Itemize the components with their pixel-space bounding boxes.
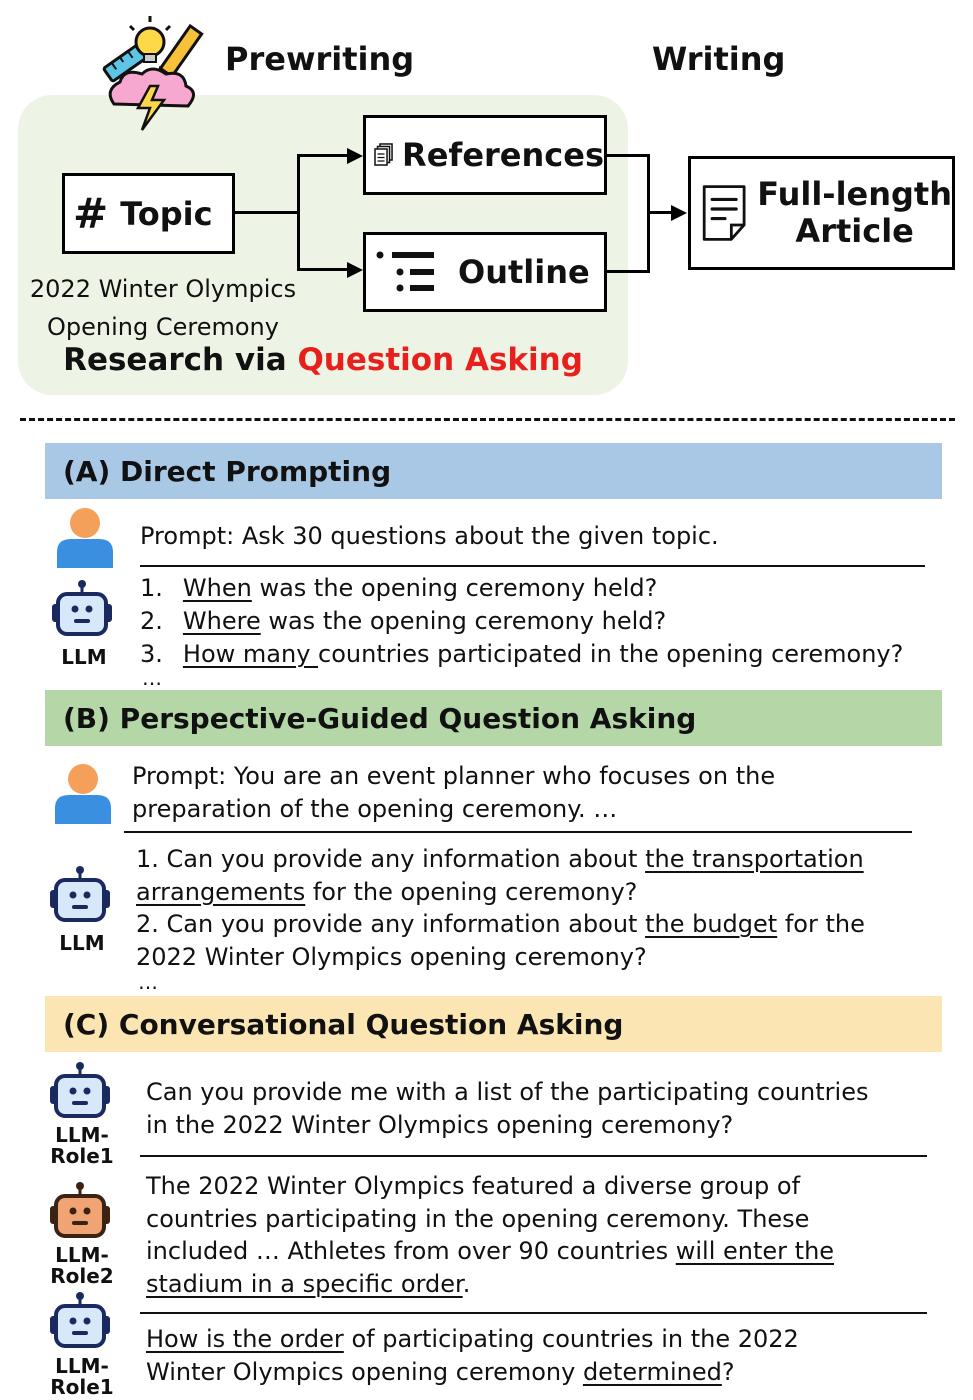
section-a-question-3 — [140, 638, 903, 671]
text-line — [146, 1356, 799, 1389]
ellipsis: … — [142, 666, 162, 690]
role-label-line: Role2 — [50, 1264, 114, 1288]
outline-box — [363, 232, 607, 312]
references-label: References — [402, 136, 604, 174]
robot-icon — [46, 1060, 114, 1120]
section-b-prompt — [132, 760, 775, 825]
question-text: 1. Can you provide any information about — [136, 845, 646, 873]
question-focus: the transportation — [645, 845, 864, 873]
role-label-line: Role1 — [50, 1144, 114, 1168]
role2-label — [42, 1245, 122, 1287]
question-text: for the — [777, 910, 865, 938]
topic-box — [62, 173, 235, 254]
topic-example — [18, 270, 308, 346]
question-text: was the opening ceremony held? — [251, 574, 658, 602]
role1-label — [42, 1356, 122, 1398]
question-text: for the opening ceremony? — [305, 877, 638, 906]
text-span: included … Athletes from over 90 countries — [146, 1237, 676, 1265]
connector — [647, 211, 673, 214]
user-icon — [53, 506, 117, 570]
outline-list-icon — [376, 250, 438, 294]
divider — [140, 565, 925, 567]
text-line: The 2022 Winter Olympics featured a diverse group of — [146, 1172, 801, 1200]
robot-icon — [48, 578, 116, 638]
text-highlight: determined — [582, 1357, 722, 1386]
divider — [140, 1312, 927, 1314]
question-focus: the budget — [645, 910, 778, 938]
section-b-questions — [136, 843, 865, 973]
text-span: of participating countries in the 2022 — [343, 1325, 799, 1353]
question-focus: How many — [182, 640, 319, 668]
question-text: was the opening ceremony held? — [260, 607, 667, 635]
prompt-line: Prompt: You are an event planner who focuses on the — [132, 762, 776, 790]
topic-example-line2: Opening Ceremony — [47, 313, 279, 341]
q-number: 1. — [140, 574, 163, 602]
section-a-header: (A) Direct Prompting — [45, 443, 942, 499]
references-box — [363, 115, 607, 195]
hashtag-icon: # — [73, 189, 109, 238]
arrow-head — [347, 262, 363, 278]
turn-2-text — [146, 1170, 834, 1300]
question-text: 2. Can you provide any information about — [136, 910, 646, 938]
text-line — [146, 1323, 799, 1356]
prewriting-label: Prewriting — [225, 40, 415, 78]
writing-label: Writing — [652, 40, 786, 78]
article-label-line1: Full-length — [757, 175, 952, 213]
section-a-question-1 — [140, 572, 657, 605]
connector — [607, 154, 649, 157]
question-focus: Where — [182, 607, 261, 635]
turn-3-text — [146, 1323, 799, 1388]
brainstorm-icon — [92, 12, 207, 132]
ellipsis: … — [138, 970, 158, 994]
divider — [140, 1155, 927, 1157]
text-span: ? — [721, 1357, 735, 1386]
role-label-line: LLM- — [55, 1354, 109, 1378]
arrow-head — [347, 148, 363, 164]
section-a-question-2 — [140, 605, 666, 638]
robot-orange-icon — [46, 1180, 114, 1240]
connector — [297, 268, 349, 271]
role-label-line: LLM- — [55, 1243, 109, 1267]
role-label-line: LLM- — [55, 1123, 109, 1147]
article-box — [688, 156, 955, 270]
text-highlight: stadium in a specific order — [146, 1269, 463, 1298]
dashed-separator — [20, 418, 955, 421]
documents-icon — [374, 131, 394, 179]
prompt-line: preparation of the opening ceremony. … — [132, 794, 618, 823]
text-line — [146, 1235, 834, 1268]
robot-icon — [46, 864, 114, 924]
connector — [297, 154, 300, 271]
connector — [607, 270, 649, 273]
research-caption-prefix: Research via — [63, 342, 298, 378]
article-label-line2: Article — [795, 212, 914, 250]
research-caption-highlight: Question Asking — [297, 342, 583, 378]
section-a-prompt: Prompt: Ask 30 questions about the given topic. — [140, 522, 719, 550]
question-focus: When — [182, 574, 252, 602]
text-line: in the 2022 Winter Olympics opening ceremony? — [146, 1110, 734, 1139]
llm-label: LLM — [59, 931, 105, 955]
section-c-header: (C) Conversational Question Asking — [45, 996, 942, 1052]
research-caption — [18, 342, 628, 378]
text-highlight: will enter the — [675, 1237, 835, 1265]
question-line — [136, 876, 865, 909]
user-icon — [51, 762, 115, 826]
text-line — [146, 1268, 834, 1301]
article-icon — [701, 176, 747, 250]
question-line — [136, 908, 865, 941]
question-line — [136, 843, 865, 876]
robot-icon — [46, 1290, 114, 1350]
text-span: Winter Olympics opening ceremony — [146, 1357, 583, 1386]
text-highlight: How is the order — [146, 1325, 344, 1353]
divider — [124, 831, 912, 833]
question-focus: arrangements — [136, 877, 306, 906]
role1-label — [42, 1125, 122, 1167]
connector — [235, 211, 299, 214]
text-line: Can you provide me with a list of the participating countries — [146, 1078, 869, 1106]
q-number: 3. — [140, 640, 163, 668]
q-number: 2. — [140, 607, 163, 635]
arrow-head — [671, 205, 687, 221]
section-b-header: (B) Perspective-Guided Question Asking — [45, 690, 942, 746]
text-line: countries participating in the opening ceremony. These — [146, 1204, 810, 1233]
topic-example-line1: 2022 Winter Olympics — [29, 275, 297, 303]
article-label — [757, 176, 952, 250]
question-text: countries participated in the opening ceremony? — [318, 640, 904, 668]
connector — [297, 154, 349, 157]
llm-label: LLM — [61, 645, 107, 669]
text-span: . — [462, 1269, 471, 1298]
topic-label: Topic — [120, 194, 213, 233]
outline-label: Outline — [458, 253, 590, 291]
question-line: 2022 Winter Olympics opening ceremony? — [136, 942, 647, 971]
role-label-line: Role1 — [50, 1375, 114, 1399]
turn-1-text — [146, 1076, 868, 1141]
